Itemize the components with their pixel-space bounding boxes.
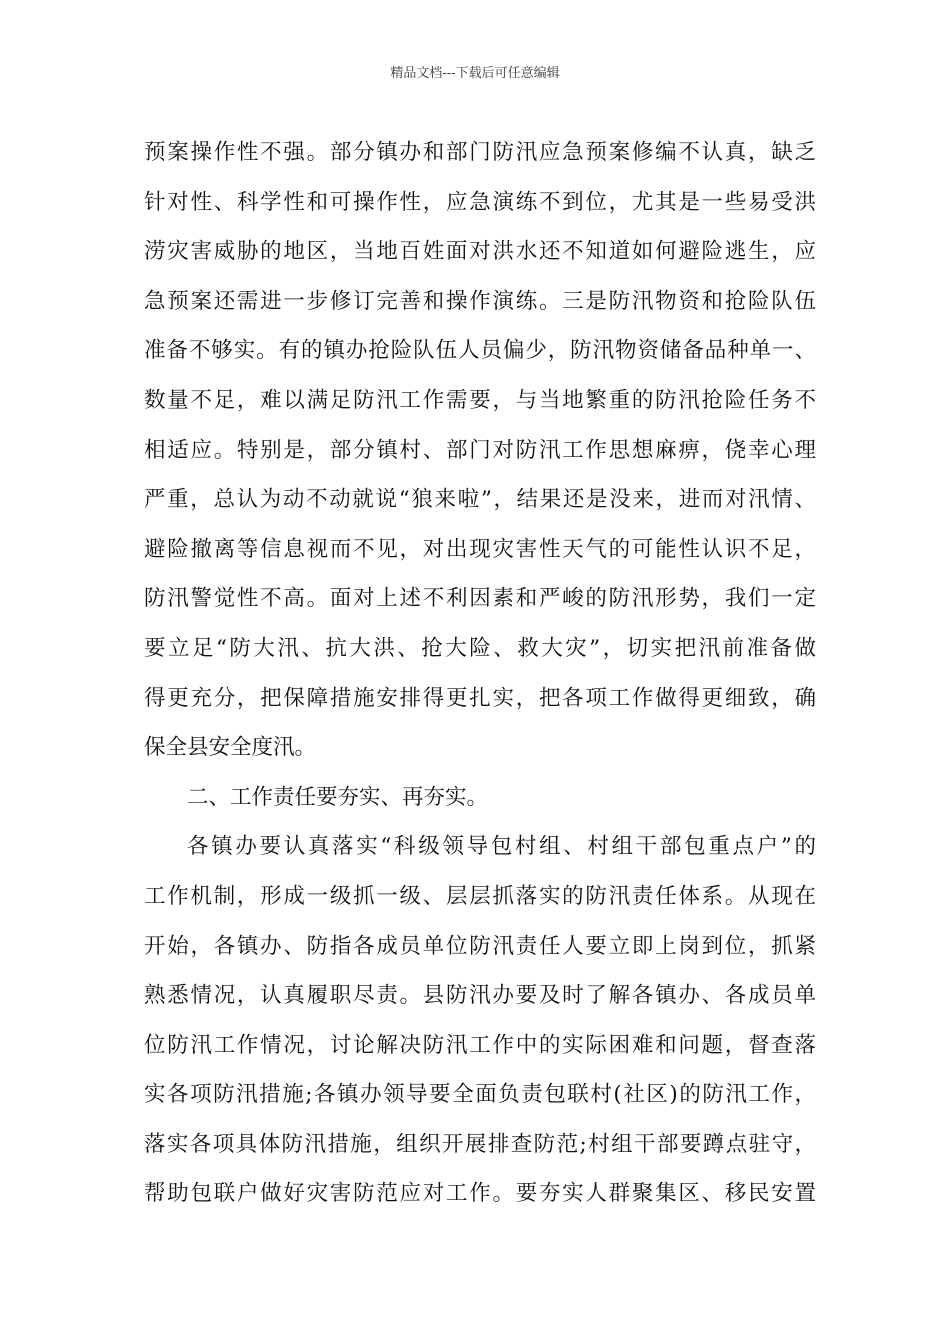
text-line-7: 相适应。特别是，部分镇村、部门对防汛工作思想麻痹，侥幸心理: [144, 437, 816, 463]
text-line-19: 位防汛工作情况，讨论解决防汛工作中的实际困难和问题，督查落: [144, 1032, 816, 1058]
text-line-13: 保全县安全度汛。: [144, 735, 317, 761]
text-line-22: 帮助包联户做好灾害防范应对工作。要夯实人群聚集区、移民安置: [144, 1181, 816, 1207]
text-line-4: 急预案还需进一步修订完善和操作演练。三是防汛物资和抢险队伍: [144, 288, 816, 314]
text-line-1: 预案操作性不强。部分镇办和部门防汛应急预案修编不认真，缺乏: [144, 140, 816, 165]
text-line-6: 数量不足，难以满足防汛工作需要，与当地繁重的防汛抢险任务不: [144, 387, 816, 413]
text-line-10: 防汛警觉性不高。面对上述不利因素和严峻的防汛形势，我们一定: [144, 586, 816, 612]
text-line-20: 实各项防汛措施;各镇办领导要全面负责包联村(社区)的防汛工作，: [144, 1082, 816, 1108]
text-line-8: 严重，总认为动不动就说“狼来啦”，结果还是没来，进而对汛情、: [144, 487, 816, 513]
section-heading: 二、工作责任要夯实、再夯实。: [187, 784, 489, 810]
page-header: 精品文档---下载后可任意编辑: [390, 66, 560, 81]
text-line-5: 准备不够实。有的镇办抢险队伍人员偏少，防汛物资储备品种单一、: [144, 338, 816, 364]
text-line-18: 熟悉情况，认真履职尽责。县防汛办要及时了解各镇办、各成员单: [144, 983, 816, 1009]
text-line-9: 避险撤离等信息视而不见，对出现灾害性天气的可能性认识不足，: [144, 536, 816, 562]
text-line-2: 针对性、科学性和可操作性，应急演练不到位，尤其是一些易受洪: [144, 189, 816, 215]
text-line-16: 工作机制，形成一级抓一级、层层抓落实的防汛责任体系。从现在: [144, 883, 816, 909]
text-line-3: 涝灾害威胁的地区，当地百姓面对洪水还不知道如何避险逃生，应: [144, 239, 816, 265]
text-line-17: 开始，各镇办、防指各成员单位防汛责任人要立即上岗到位，抓紧: [144, 933, 816, 959]
text-line-12: 得更充分，把保障措施安排得更扎实，把各项工作做得更细致，确: [144, 685, 816, 711]
text-line-15: 各镇办要认真落实“科级领导包村组、村组干部包重点户”的: [187, 834, 816, 860]
body-text: [144, 128, 816, 1219]
text-line-21: 落实各项具体防汛措施，组织开展排查防范;村组干部要蹲点驻守，: [144, 1131, 816, 1157]
text-line-11: 要立足“防大汛、抗大洪、抢大险、救大灾”，切实把汛前准备做: [144, 635, 816, 661]
